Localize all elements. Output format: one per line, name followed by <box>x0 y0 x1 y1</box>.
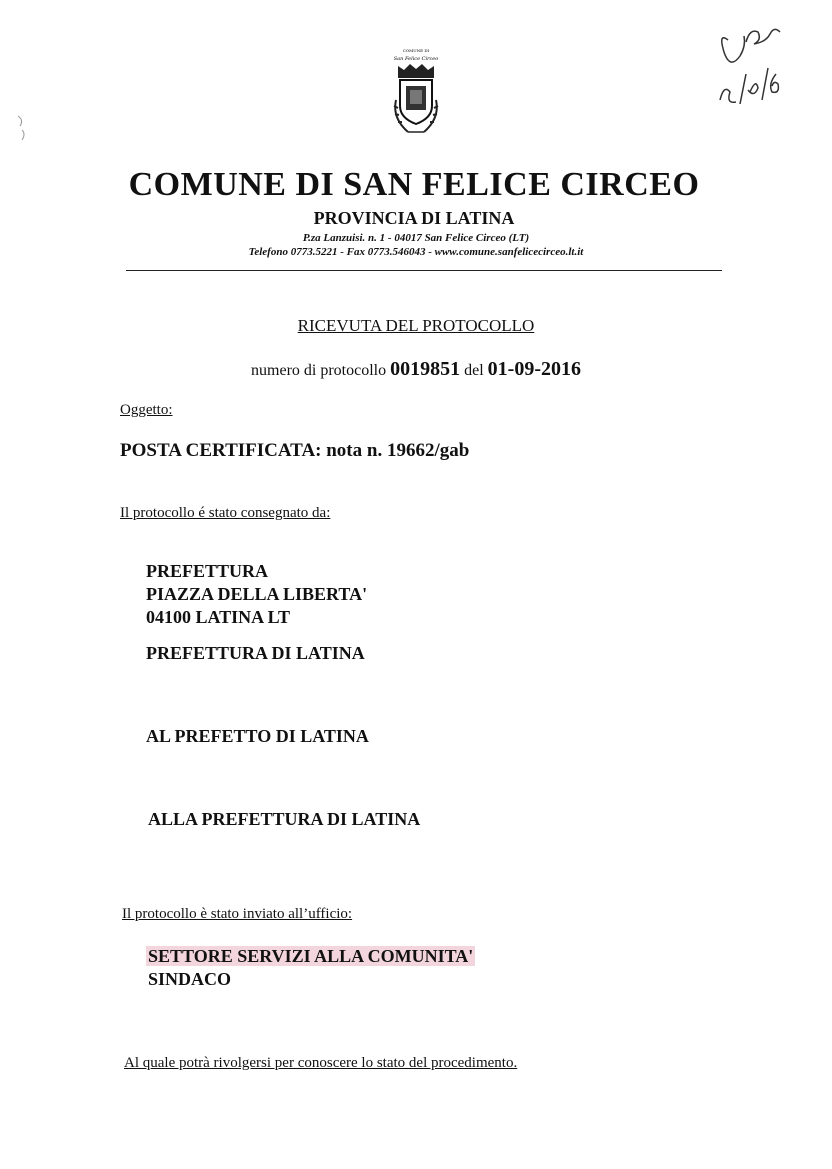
protocol-date: 01-09-2016 <box>487 358 581 380</box>
sender-label: Il protocollo é stato consegnato da: <box>120 505 331 521</box>
sender-street: PIAZZA DELLA LIBERTA' <box>146 584 368 604</box>
subject-label: Oggetto: <box>120 402 173 418</box>
municipality-title: COMUNE DI SAN FELICE CIRCEO <box>128 166 700 203</box>
svg-text:COMUNE DI: COMUNE DI <box>402 48 430 53</box>
protocol-prefix: numero di protocollo <box>251 362 387 379</box>
assigned-office-secondary: SINDACO <box>148 969 232 989</box>
header-divider <box>126 270 722 271</box>
province-subtitle: PROVINCIA DI LATINA <box>313 208 515 228</box>
recipient-item: AL PREFETTO DI LATINA <box>146 726 369 746</box>
assignment-block <box>148 945 475 991</box>
assigned-office: SETTORE SERVIZI ALLA COMUNITA' <box>148 946 474 966</box>
sender-office: PREFETTURA DI LATINA <box>146 643 365 663</box>
municipality-address: P.za Lanzuisi. n. 1 - 04017 San Felice Circeo (LT) <box>302 232 530 244</box>
subject-text: POSTA CERTIFICATA: nota n. 19662/gab <box>120 440 470 461</box>
recipient-item: ALLA PREFETTURA DI LATINA <box>148 809 421 829</box>
date-prefix: del <box>464 362 484 379</box>
handwritten-signature <box>700 12 790 112</box>
document-title: RICEVUTA DEL PROTOCOLLO <box>297 316 535 335</box>
sender-name: PREFETTURA <box>146 561 269 581</box>
protocol-number-line <box>0 358 832 381</box>
municipal-crest-logo <box>384 44 448 140</box>
sender-city: 04100 LATINA LT <box>146 607 291 627</box>
municipality-contacts: Telefono 0773.5221 - Fax 0773.546043 - www.comune.sanfelicecirceo.lt.it <box>248 246 584 258</box>
assignment-label: Il protocollo è stato inviato all’ufficio: <box>122 906 353 922</box>
footer-note: Al quale potrà rivolgersi per conoscere lo stato del procedimento. <box>124 1055 518 1071</box>
protocol-number: 0019851 <box>390 358 461 380</box>
sender-block <box>146 560 367 629</box>
margin-pencil-mark <box>12 110 34 150</box>
svg-text:San Felice Circeo: San Felice Circeo <box>393 56 439 62</box>
